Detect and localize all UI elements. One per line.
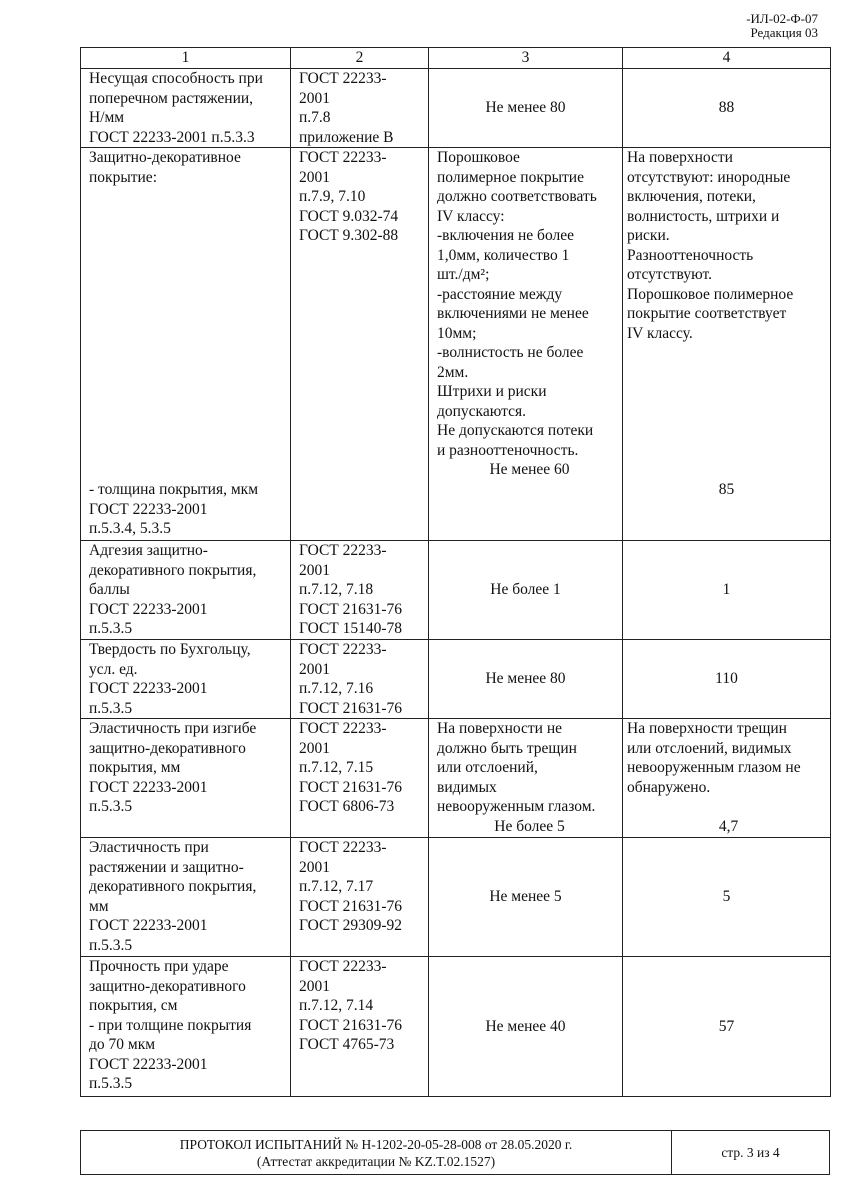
result-cell: 5 — [623, 838, 831, 957]
table-row — [81, 957, 831, 1097]
method-cell: ГОСТ 22233- 2001 п.7.12, 7.18 ГОСТ 21631-76 ГОСТ 15140-78 — [291, 541, 429, 640]
accreditation-note: (Аттестат аккредитации № KZ.T.02.1527) — [256, 1153, 496, 1169]
requirement-cell: Не менее 80 — [429, 69, 623, 148]
indicator-cell: Эластичность при изгибе защитно-декоративного покрытия, мм ГОСТ 22233-2001 п.5.3.5 — [81, 719, 291, 838]
requirement-cell: Не более 1 — [429, 541, 623, 640]
column-number: 3 — [429, 48, 623, 69]
elasticity-requirement: Не более 5 — [494, 817, 565, 835]
thickness-requirement: Не менее 60 — [489, 461, 570, 478]
requirement-cell: Порошковое полимерное покрытие должно соответствовать IV классу: -включения не более 1,0мм, количество 1 шт./дм²; -расстояние между включениями не менее 10мм; -волнистость не более 2мм. Штрихи и риски допускаются. Не допускаются потеки и разнооттеночность. Не менее 60 — [429, 148, 623, 541]
result-cell: 110 — [623, 640, 831, 719]
table-row — [81, 69, 831, 148]
method-cell: ГОСТ 22233- 2001 п.7.8 приложение В — [291, 69, 429, 148]
method-cell: ГОСТ 22233- 2001 п.7.12, 7.14 ГОСТ 21631-76 ГОСТ 4765-73 — [291, 957, 429, 1097]
column-number: 2 — [291, 48, 429, 69]
table-row — [81, 541, 831, 640]
table-row — [81, 838, 831, 957]
elasticity-result: 4,7 — [718, 817, 739, 835]
result-cell: На поверхности отсутствуют: инородные включения, потеки, волнистость, штрихи и риски. Разнооттеночность отсутствуют. Порошковое полимерное покрытие соответствует IV классу. 85 — [623, 148, 831, 541]
indicator-cell: Адгезия защитно- декоративного покрытия, баллы ГОСТ 22233-2001 п.5.3.5 — [81, 541, 291, 640]
test-results-table — [80, 47, 831, 1097]
indicator-cell: Несущая способность при поперечном растяжении, Н/мм ГОСТ 22233-2001 п.5.3.3 — [81, 69, 291, 148]
revision: Редакция 03 — [750, 25, 818, 40]
coating-thickness-label: - толщина покрытия, мкм ГОСТ 22233-2001 п.5.3.4, 5.3.5 — [89, 481, 259, 537]
protocol-info — [81, 1131, 672, 1174]
indicator-cell: Эластичность при растяжении и защитно- декоративного покрытия, мм ГОСТ 22233-2001 п.5.3.5 — [81, 838, 291, 957]
requirement-cell: Не менее 5 — [429, 838, 623, 957]
document-code — [746, 12, 818, 40]
indicator-cell: Прочность при ударе защитно-декоративного покрытия, см - при толщине покрытия до 70 мкм ГОСТ 22233-2001 п.5.3.5 — [81, 957, 291, 1097]
result-cell: 88 — [623, 69, 831, 148]
requirement-cell: Не менее 80 — [429, 640, 623, 719]
column-number: 1 — [81, 48, 291, 69]
page-number: стр. 3 из 4 — [721, 1144, 780, 1160]
protocol-title: ПРОТОКОЛ ИСПЫТАНИЙ № Н-1202-20-05-28-008 от 28.05.2020 г. — [179, 1136, 573, 1152]
result-cell: На поверхности трещин или отслоений, видимых невооруженным глазом не обнаружено. 4,7 — [623, 719, 831, 838]
protocol-footer — [80, 1130, 830, 1175]
method-cell: ГОСТ 22233- 2001 п.7.12, 7.16 ГОСТ 21631-76 — [291, 640, 429, 719]
form-code: -ИЛ-02-Ф-07 — [746, 11, 818, 26]
result-cell: 1 — [623, 541, 831, 640]
method-cell: ГОСТ 22233- 2001 п.7.12, 7.17 ГОСТ 21631-76 ГОСТ 29309-92 — [291, 838, 429, 957]
thickness-result: 85 — [718, 481, 735, 498]
table-row — [81, 640, 831, 719]
requirement-cell: Не менее 40 — [429, 957, 623, 1097]
indicator-cell: Твердость по Бухгольцу, усл. ед. ГОСТ 22233-2001 п.5.3.5 — [81, 640, 291, 719]
method-cell: ГОСТ 22233- 2001 п.7.9, 7.10 ГОСТ 9.032-74 ГОСТ 9.302-88 — [291, 148, 429, 541]
column-number: 4 — [623, 48, 831, 69]
requirement-cell: На поверхности не должно быть трещин или отслоений, видимых невооруженным глазом. Не более 5 — [429, 719, 623, 838]
method-cell: ГОСТ 22233- 2001 п.7.12, 7.15 ГОСТ 21631-76 ГОСТ 6806-73 — [291, 719, 429, 838]
indicator-cell: Защитно-декоративное покрытие: - толщина покрытия, мкм ГОСТ 22233-2001 п.5.3.4, 5.3.5 — [81, 148, 291, 541]
column-number-row — [81, 48, 831, 69]
table-row — [81, 719, 831, 838]
table-row — [81, 148, 831, 541]
result-cell: 57 — [623, 957, 831, 1097]
